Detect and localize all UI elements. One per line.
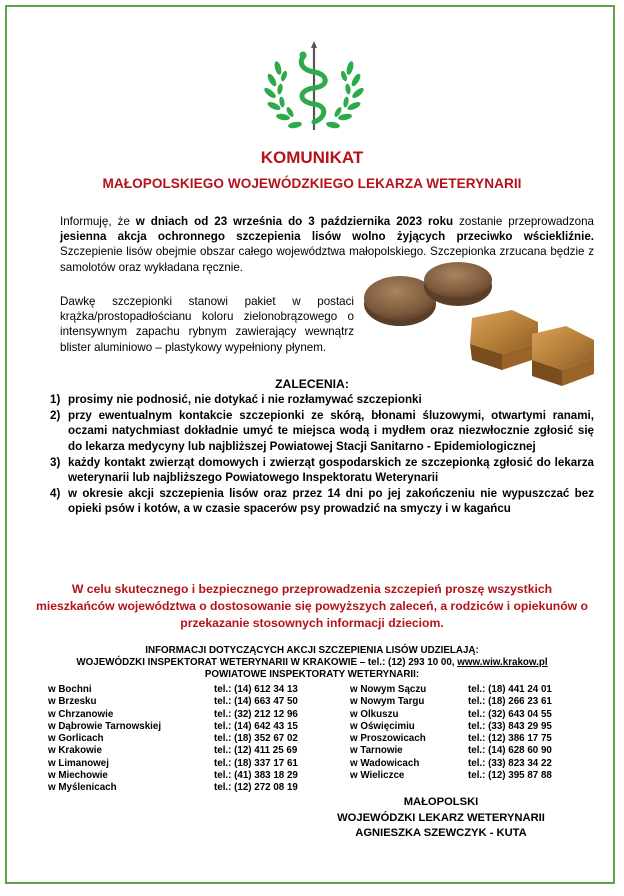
list-item: 4) w okresie akcji szczepienia lisów oraz przez 14 dni po jej zakończeniu nie wypuszczać bez opieki psów i kotów, a w czasie spacerów psy prowadzić na smyczy i w kagańcu	[50, 487, 594, 516]
wiw-contact-line: WOJEWÓDZKI INSPEKTORAT WETERYNARII W KRAKOWIE – tel.: (12) 293 10 00, www.wiw.krakow.pl	[76, 657, 548, 668]
office-city: w Brzesku	[48, 696, 97, 708]
recommendations-list	[50, 392, 594, 518]
office-phone: tel.: (12) 411 25 69	[214, 745, 298, 757]
laurel-left-icon	[263, 60, 303, 129]
intro-paragraph: Informuję, że w dniach od 23 września do 3 października 2023 roku zostanie przeprowadzona jesienna akcja ochronnego szczepienia lisów wolno żyjących przeciwko wściekliźnie. Szczepienie lisów obejmie obszar całego województwa małopolskiego. Szczepionka zrzucana będzie z samolotów oraz wykładana ręcznie.	[60, 215, 595, 274]
office-phone: tel.: (32) 212 12 96	[214, 708, 298, 720]
offices-left-phones	[214, 684, 298, 795]
piw-heading: POWIATOWE INSPEKTORATY WETERYNARII:	[204, 669, 420, 680]
office-city: w Wadowicach	[350, 757, 420, 769]
offices-right-phones	[468, 684, 552, 782]
office-city: w Oświęcimiu	[350, 720, 415, 732]
laurel-right-icon	[326, 60, 366, 129]
office-city: w Myślenicach	[48, 782, 117, 794]
page-subtitle: MAŁOPOLSKIEGO WOJEWÓDZKIEGO LEKARZA WETERYNARII	[102, 176, 522, 191]
office-city: w Krakowie	[48, 745, 102, 757]
recommendations-heading: ZALECENIA:	[275, 377, 349, 391]
office-city: w Olkuszu	[350, 708, 399, 720]
office-phone: tel.: (32) 643 04 55	[468, 708, 552, 720]
office-phone: tel.: (14) 612 34 13	[214, 684, 298, 695]
signature-name: AGNIESZKA SZEWCZYK - KUTA	[355, 827, 527, 839]
office-phone: tel.: (14) 663 47 50	[214, 696, 298, 708]
office-city: w Nowym Targu	[350, 696, 425, 708]
signature-line: MAŁOPOLSKI	[403, 796, 479, 808]
office-phone: tel.: (18) 266 23 61	[468, 696, 552, 708]
office-phone: tel.: (41) 383 18 29	[214, 770, 298, 782]
office-phone: tel.: (12) 395 87 88	[468, 770, 552, 782]
list-item: 1) prosimy nie podnosić, nie dotykać i nie rozłamywać szczepionki	[50, 393, 422, 406]
office-phone: tel.: (18) 441 24 01	[468, 684, 552, 695]
list-item: 3) każdy kontakt zwierząt domowych i zwierząt gospodarskich ze szczepionką zgłosić do lekarza weterynarii lub najbliższego Powiatowego Inspektoratu Weterynarii	[50, 455, 594, 485]
list-item: 2) przy ewentualnym kontakcie szczepionki ze skórą, błonami śluzowymi, otwartymi ranami, oczami natychmiast dokładnie umyć te miejsca wodą i mydłem oraz niezwłocznie zgłosić się do lekarza medycyny lub najbliższej Powiatowej Stacji Sanitarno - Epidemiologicznej	[50, 409, 594, 453]
office-city: w Bochni	[48, 684, 92, 695]
office-city: w Miechowie	[48, 770, 108, 782]
office-phone: tel.: (33) 823 34 22	[468, 757, 552, 769]
cube-pellet-left-icon	[470, 310, 538, 370]
veterinary-caduceus-logo-icon	[258, 38, 370, 136]
signature-line: WOJEWÓDZKI LEKARZ WETERYNARII	[337, 811, 545, 824]
page-title: KOMUNIKAT	[260, 148, 364, 167]
round-pellet-right-icon	[424, 262, 492, 306]
office-phone: tel.: (12) 386 17 75	[468, 733, 552, 745]
offices-left-cities	[48, 684, 161, 795]
vaccine-description-paragraph: Dawkę szczepionki stanowi pakiet w postaci krążka/prostopadłościanu koloru zielonobrązowego o intensywnym zapachu rybnym zawierający wewnątrz blister aluminiowo – plastykowy wypełniony płynem.	[60, 295, 354, 354]
info-heading: INFORMACJI DOTYCZĄCYCH AKCJI SZCZEPIENIA LISÓW UDZIELAJĄ:	[145, 645, 479, 656]
office-phone: tel.: (18) 352 67 02	[214, 733, 298, 745]
office-city: w Tarnowie	[350, 745, 403, 757]
office-city: w Gorlicach	[48, 733, 104, 745]
office-city: w Limanowej	[48, 757, 109, 769]
office-city: w Dąbrowie Tarnowskiej	[48, 720, 162, 732]
signature-block	[324, 795, 558, 842]
office-city: w Wieliczce	[350, 770, 405, 782]
offices-right-cities	[350, 684, 426, 782]
office-phone: tel.: (14) 628 60 90	[468, 745, 552, 757]
vaccine-bait-photo	[362, 262, 598, 392]
office-phone: tel.: (14) 642 43 15	[214, 720, 298, 732]
office-city: w Proszowicach	[350, 733, 426, 745]
office-city: w Nowym Sączu	[350, 684, 427, 695]
office-phone: tel.: (33) 843 29 95	[468, 720, 552, 732]
wiw-website-link[interactable]: www.wiw.krakow.pl	[457, 657, 548, 668]
office-city: w Chrzanowie	[48, 708, 114, 720]
office-phone: tel.: (18) 337 17 61	[214, 757, 298, 769]
appeal-text: W celu skutecznego i bezpiecznego przeprowadzenia szczepień proszę wszystkich mieszkańców województwa o dostosowanie się powyższych zaleceń, a rodziców i opiekunów o przekazanie stosownych informacji dzieciom.	[36, 582, 588, 630]
office-phone: tel.: (12) 272 08 19	[214, 782, 298, 794]
